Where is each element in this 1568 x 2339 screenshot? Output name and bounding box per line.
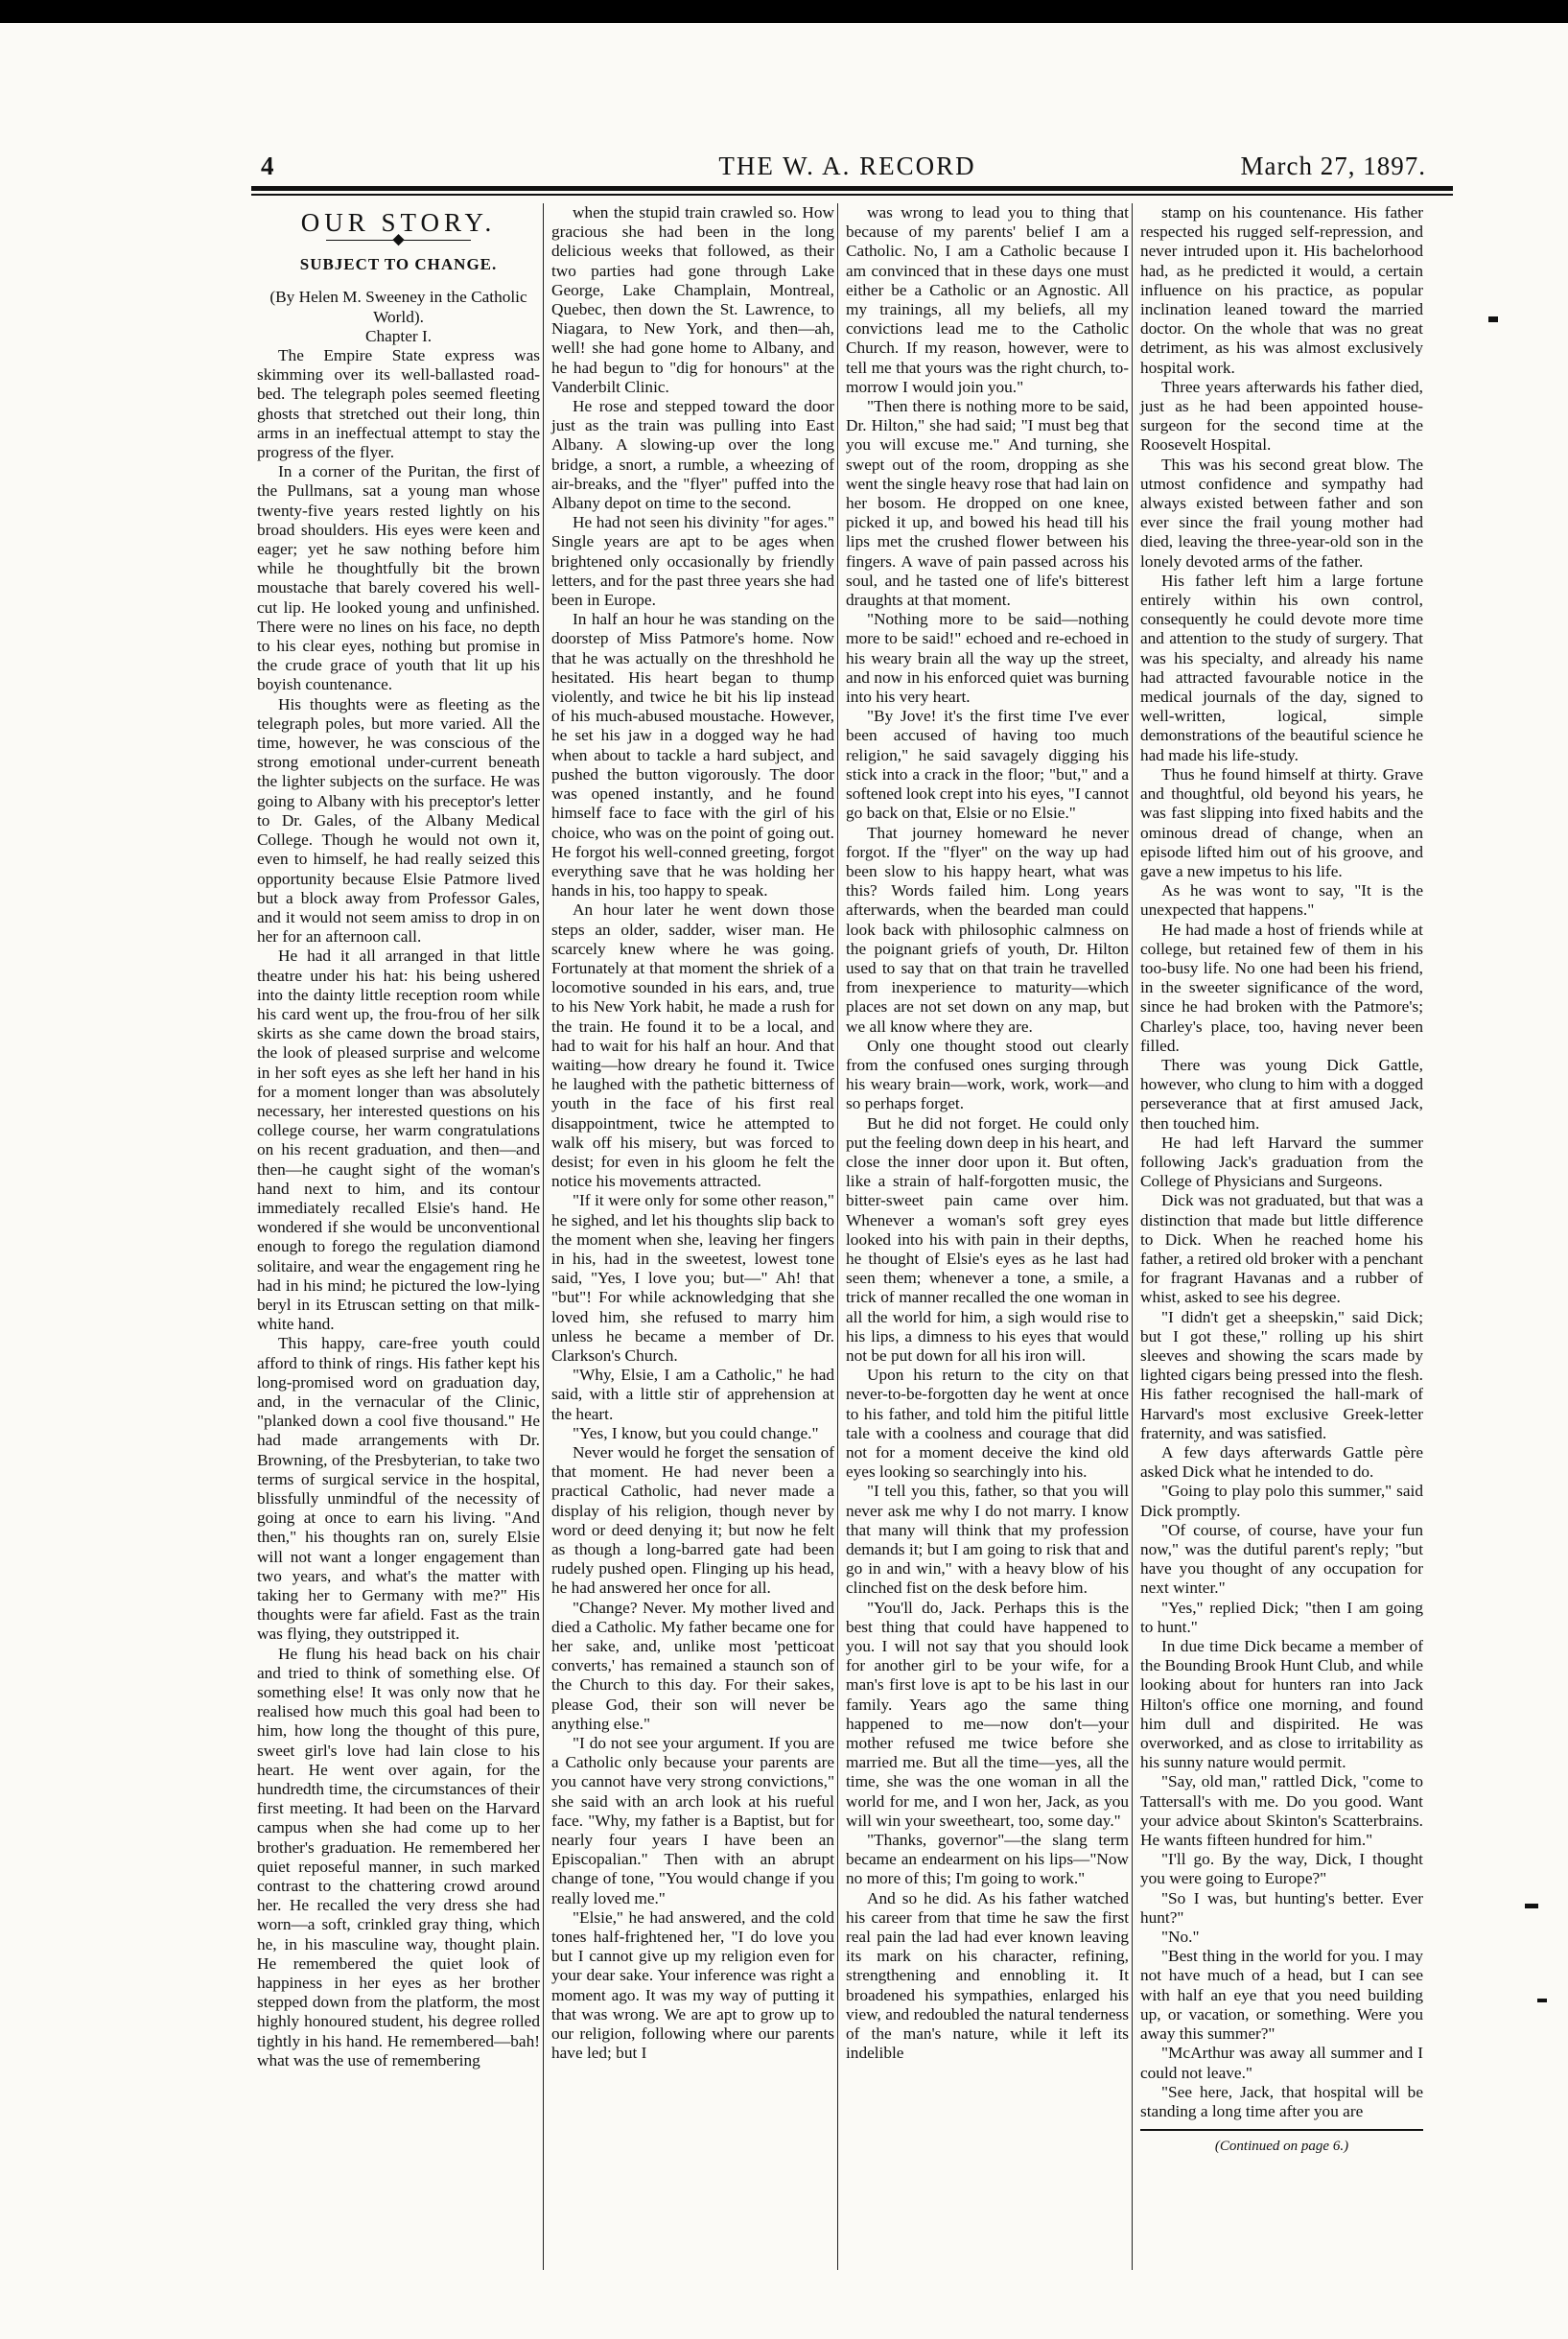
paragraph: Never would he forget the sensation of that moment. He had never been a practical Catholic, had never made a display of his religion, though never by word or deed denying it; but now he felt as though a long-barred gate had been rudely pushed open. Flinging up his head, he had answered her once for all.	[551, 1443, 834, 1598]
end-rule	[1140, 2129, 1423, 2131]
paragraph: "Going to play polo this summer," said Dick promptly.	[1140, 1482, 1423, 1520]
paragraph: "Change? Never. My mother lived and died a Catholic. My father became one for her sake, and, unlike most 'petticoat converts,' has remained a staunch son of the Church to this day. For their sakes, please God, their son will never be anything else."	[551, 1598, 834, 1733]
diamond-ornament: ◆	[392, 232, 405, 248]
page-number: 4	[261, 152, 274, 180]
paragraph: In half an hour he was standing on the doorstep of Miss Patmore's home. Now that he was actually on the threshhold he hesitated. His heart began to thump violently, and twice he bit his lip instead of his much-abused moustache. However, he set his jaw in a dogged way he had when about to tackle a hard subject, and pushed the button vigorously. The door was opened instantly, and he found himself face to face with the girl of his choice, who was on the point of going out. He forgot his well-conned greeting, forgot everything save that he was holding her hands in his, too happy to speak.	[551, 610, 834, 901]
paragraph: "Best thing in the world for you. I may not have much of a head, but I can see with half an eye that you need building up, or vacation, or something. Were you away this summer?"	[1140, 1947, 1423, 2044]
paragraph: He had it all arranged in that little theatre under his hat: his being ushered into the dainty little reception room while his card went up, the frou-frou of her silk skirts as she came down the broad stairs, the look of pleased surprise and welcome in her soft eyes as she left her hand in his for a moment longer than was absolutely necessary, her interested questions on his college course, her warm congratulations on his recent graduation, and then—and then—he caught sight of the woman's hand next to him, and its contour immediately recalled Elsie's hand. He wondered if she would be unconventional enough to forego the regulation diamond solitaire, and wear the engagement ring he had in his mind; he pictured the low-lying beryl in its Etruscan setting on that milk-white hand.	[257, 947, 540, 1334]
paragraph: "By Jove! it's the first time I've ever been accused of having too much religion," he said savagely digging his stick into a crack in the floor; "but," and a softened look crept into his eyes, "I cannot go back on that, Elsie or no Elsie."	[846, 707, 1129, 823]
scan-mark	[1537, 1999, 1547, 2002]
issue-date: March 27, 1897.	[1240, 152, 1426, 180]
paragraph: He had left Harvard the summer following Jack's graduation from the College of Physicians and Surgeons.	[1140, 1133, 1423, 1191]
text-column-3	[846, 203, 1129, 2064]
column-body	[257, 346, 540, 2070]
text-column-1	[257, 203, 540, 2070]
paragraph: "Nothing more to be said—nothing more to be said!" echoed and re-echoed in his weary brain all the way up the street, and now in his enforced quiet was burning into his very heart.	[846, 610, 1129, 707]
ornament-divider	[257, 232, 540, 247]
paragraph: He had made a host of friends while at college, but retained few of them in his too-busy life. No one had been his friend, in the sweeter significance of the word, since he had broken with the Patmore's; Charley's place, too, having never been filled.	[1140, 920, 1423, 1055]
paragraph: "Yes," replied Dick; "then I am going to hunt."	[1140, 1598, 1423, 1636]
paragraph: A few days afterwards Gattle père asked Dick what he intended to do.	[1140, 1443, 1423, 1482]
paragraph: "See here, Jack, that hospital will be standing a long time after you are	[1140, 2082, 1423, 2120]
column-divider	[837, 203, 838, 2270]
paragraph: He had not seen his divinity "for ages." Single years are apt to be ages when brightened only occasionally by friendly letters, and for the past three years she had been in Europe.	[551, 513, 834, 610]
paragraph: Dick was not graduated, but that was a distinction that made but little difference to Dick. When he reached home his father, a retired old broker with a penchant for fragrant Havanas and a rubber of whist, asked to see his degree.	[1140, 1191, 1423, 1307]
paragraph: Three years afterwards his father died, just as he had been appointed house-surgeon for the second time at the Roosevelt Hospital.	[1140, 377, 1423, 455]
paragraph: This happy, care-free youth could afford to think of rings. His father kept his long-promised word on graduation day, and, in the vernacular of the Clinic, "planked down a cool five thousand." He had made arrangements with Dr. Browning, of the Presbyterian, to take two terms of surgical service in the hospital, blissfully unmindful of the necessity of going at once to earn his living. "And then," his thoughts ran on, surely Elsie will not want a longer engagement than two years, and what's the matter with taking her to Germany with me?" His thoughts were far afield. Fast as the train was flying, they outstripped it.	[257, 1334, 540, 1644]
paragraph: An hour later he went down those steps an older, sadder, wiser man. He scarcely knew where he was going. Fortunately at that moment the shriek of a locomotive sounded in his ears, and, true to his New York habit, he made a rush for the train. He found it to be a local, and had to wait for his half an hour. And that waiting—how dreary he found it. Twice he laughed with the pathetic bitterness of youth in the face of his first real disappointment, twice he attempted to walk off his misery, but was forced to desist; for even in his gloom he felt the notice his movements attracted.	[551, 901, 834, 1191]
paragraph: "No."	[1161, 1928, 1200, 1947]
paragraph: "Why, Elsie, I am a Catholic," he had said, with a little stir of apprehension at the heart.	[551, 1366, 834, 1423]
column-body	[846, 203, 1129, 2064]
paragraph: "Of course, of course, have your fun now," was the dutiful parent's reply; "but have you thought of any occupation for next winter."	[1140, 1520, 1423, 1598]
paragraph: His father left him a large fortune entirely within his own control, consequently he could devote more time and attention to the study of surgery. That was his specialty, and already his name had attracted favourable notice in the medical journals of the day, signed to well-written, logical, simple demonstrations of the beautiful science he had made his life-study.	[1140, 571, 1423, 764]
paragraph: "I tell you this, father, so that you will never ask me why I do not marry. I know that many will think that my profession demands it; but I am going to risk that and go in and win," with a heavy blow of his clinched fist on the desk before him.	[846, 1482, 1129, 1598]
column-body	[551, 203, 834, 2064]
paragraph: Only one thought stood out clearly from the confused ones surging through his weary brain—work, work, work—and so perhaps forget.	[846, 1036, 1129, 1113]
paragraph: "Thanks, governor"—the slang term became an endearment on his lips—"Now no more of this; I'm going to work."	[846, 1831, 1129, 1888]
text-column-2	[551, 203, 834, 2064]
paragraph: "You'll do, Jack. Perhaps this is the best thing that could have happened to you. I will not say that you should look for another girl to be your wife, for a man's first love is apt to be his last in our family. Years ago the same thing happened to me—now don't—your mother refused me twice before she married me. But all the time—yes, all the time, she was the one woman in all the world for me, and I won her, Jack, as you will win your sweetheart, too, some day."	[846, 1598, 1129, 1830]
newspaper-title: THE W. A. RECORD	[718, 152, 976, 180]
paragraph: As he was wont to say, "It is the unexpected that happens."	[1140, 881, 1423, 920]
story-headline: SUBJECT TO CHANGE.	[299, 255, 498, 274]
continuation-note: (Continued on page 6.)	[1214, 2139, 1349, 2155]
paragraph: And so he did. As his father watched his career from that time he saw the first real pain the lad had ever known leaving its mark on his character, refining, strengthening and ennobling it. It broadened his sympathies, enlarged his view, and redoubled the natural tenderness of the man's nature, while it left its indelible	[846, 1888, 1129, 2063]
paragraph: stamp on his countenance. His father respected his rugged self-repression, and never intruded upon it. His bachelorhood had, as he predicted it would, a certain influence on his practice, as popular inclination leaned toward the married doctor. On the whole that was no great detriment, as his was almost exclusively hospital work.	[1140, 203, 1423, 377]
paragraph: In due time Dick became a member of the Bounding Brook Hunt Club, and while looking about for hunters ran into Jack Hilton's office one morning, and found him dull and dispirited. He was overworked, and as close to irritability as his sunny nature would permit.	[1140, 1637, 1423, 1772]
paragraph: In a corner of the Puritan, the first of the Pullmans, sat a young man whose twenty-five years rested lightly on his broad shoulders. His eyes were keen and eager; yet he saw nothing before him while he thoughtfully bit the brown moustache that barely covered his well-cut lip. He looked young and unfinished. There were no lines on his face, no depth to his clear eyes, nothing but promise in the crude grace of youth that lit up his boyish countenance.	[257, 462, 540, 694]
paragraph: "McArthur was away all summer and I could not leave."	[1140, 2044, 1423, 2082]
paragraph: was wrong to lead you to thing that because of my parents' belief I am a Catholic. No, I am a Catholic because I am convinced that in these days one must either be a Catholic or an Agnostic. All my trainings, all my beliefs, all my convictions lead me to the Catholic Church. If my reason, however, were to tell me that yours was the right church, to-morrow I would join you."	[846, 203, 1129, 396]
paragraph: Upon his return to the city on that never-to-be-forgotten day he went at once to his father, and told him the pitiful little tale with a coolness and courage that did not for a moment deceive the kind old eyes looking so searchingly into his.	[846, 1366, 1129, 1482]
paragraph: "I didn't get a sheepskin," said Dick; but I got these," rolling up his shirt sleeves and showing the scars made by lighted cigars being pressed into the flesh. His father recognised the hall-mark of Harvard's most exclusive Greek-letter fraternity, and was satisfied.	[1140, 1307, 1423, 1442]
header-rule-thin	[251, 194, 1453, 196]
scan-border-top	[0, 0, 1568, 23]
scan-mark	[1488, 316, 1498, 322]
page-header	[251, 150, 1443, 188]
column-divider	[1132, 203, 1133, 2270]
paragraph: "Then there is nothing more to be said, Dr. Hilton," she had said; "I must beg that you will excuse me." And turning, she swept out of the room, dropping as she went the single heavy rose that had lain on her bosom. He dropped on one knee, picked it up, and bowed his head till his lips met the crushed flower between his fingers. A wave of pain passed across his soul, and he tasted one of life's bitterest draughts at that moment.	[846, 397, 1129, 610]
section-title: OUR STORY.	[300, 208, 497, 237]
paragraph: The Empire State express was skimming over its well-ballasted road-bed. The telegraph poles seemed fleeting ghosts that stretched out their long, thin arms in an ineffectual attempt to stay the progress of the flyer.	[257, 346, 540, 462]
paragraph: He rose and stepped toward the door just as the train was pulling into East Albany. A slowing-up over the long bridge, a snort, a rumble, a wheezing of air-breaks, and the "flyer" puffed into the Albany depot on time to the second.	[551, 397, 834, 513]
paragraph: "Elsie," he had answered, and the cold tones half-frightened her, "I do love you but I cannot give up my religion even for your dear sake. Your inference was right a moment ago. It was my way of putting it that was wrong. We are apt to grow up to our religion, following where our parents have led; but I	[551, 1907, 834, 2063]
chapter-heading: Chapter I.	[364, 326, 433, 345]
paragraph: "Yes, I know, but you could change."	[573, 1423, 819, 1442]
header-rule	[251, 186, 1453, 191]
byline: (By Helen M. Sweeney in the Catholic World).	[269, 288, 527, 326]
paragraph: But he did not forget. He could only put the feeling down deep in his heart, and close the inner door upon it. But often, like a strain of half-forgotten music, the bitter-sweet pain came over him. Whenever a woman's soft grey eyes looked into his with pain in their depths, he thought of Elsie's eyes as he last had seen them; whenever a tone, a smile, a trick of manner recalled the one woman in all the world for him, a sigh would rise to his lips, a dimness to his eyes that would not be put down for all his iron will.	[846, 1113, 1129, 1365]
paragraph: This was his second great blow. The utmost confidence and sympathy had always existed between father and son ever since the frail young mother had died, leaving the three-year-old son in the lonely devoted arms of the father.	[1140, 455, 1423, 571]
paragraph: when the stupid train crawled so. How gracious she had been in the long delicious weeks that followed, as their two parties had gone through Lake George, Lake Champlain, Montreal, Quebec, then down the St. Lawrence, to Niagara, to New York, and then—ah, well! she had gone home to Albany, and he had begun to "dig for honours" at the Vanderbilt Clinic.	[551, 203, 834, 396]
scan-mark	[1525, 1904, 1538, 1908]
column-body	[1140, 203, 1423, 2121]
column-divider	[543, 203, 544, 2270]
paragraph: "I do not see your argument. If you are a Catholic only because your parents are you cannot have very strong convictions," she said with an arch look at his rueful face. "Why, my father is a Baptist, but for nearly four years I have been an Episcopalian." Then with an abrupt change of tone, "You would change if you really loved me."	[551, 1734, 834, 1907]
paragraph: He flung his head back on his chair and tried to think of something else. Of something else! It was only now that he realised how much this goal had been to him, how long the thought of this pure, sweet girl's love had lain close to his heart. He went over again, for the hundredth time, the circumstances of their first meeting. It had been on the Harvard campus when she had come up to her brother's graduation. He remembered her quiet reposeful manner, in such marked contrast to the chattering crowd around her. He recalled the very dress she had worn—a soft, crinkled gray thing, which he, in his masculine way, thought plain. He remembered the quiet look of happiness in her eyes as her brother stepped down from the platform, the most highly honoured student, his degree rolled tightly in his hand. He remembered—bah! what was the use of remembering	[257, 1644, 540, 2070]
paragraph: His thoughts were as fleeting as the telegraph poles, but more varied. All the time, however, he was conscious of the strong emotional under-current beneath the lighter subjects on the surface. He was going to Albany with his preceptor's letter to Dr. Gales, of the Albany Medical College. Though he would not own it, even to himself, he had really seized this opportunity because Elsie Patmore lived but a block away from Professor Gales, and it would not seem amiss to drop in on her for an afternoon call.	[257, 694, 540, 947]
paragraph: There was young Dick Gattle, however, who clung to him with a dogged perseverance that at first amused Jack, then touched him.	[1140, 1055, 1423, 1133]
paragraph: "Say, old man," rattled Dick, "come to Tattersall's with me. Do you good. Want your advice about Skinton's Scatterbrains. He wants fifteen hundred for him."	[1140, 1772, 1423, 1850]
paragraph: "So I was, but hunting's better. Ever hunt?"	[1140, 1888, 1423, 1927]
paragraph: Thus he found himself at thirty. Grave and thoughtful, old beyond his years, he was fast slipping into fixed habits and the ominous dread of change, when an episode lifted him out of his groove, and gave a new impetus to his life.	[1140, 764, 1423, 880]
paragraph: "If it were only for some other reason," he sighed, and let his thoughts slip back to the moment when she, leaving her fingers in his, had in the sweetest, lowest tone said, "Yes, I love you; but—" Ah! that "but"! For while acknowledging that she loved him, she refused to marry him unless he became a member of Dr. Clarkson's Church.	[551, 1191, 834, 1365]
paragraph: "I'll go. By the way, Dick, I thought you were going to Europe?"	[1140, 1850, 1423, 1888]
paragraph: That journey homeward he never forgot. If the "flyer" on the way up had been slow to his happy heart, what was this? Words failed him. Long years afterwards, when the bearded man could look back with philosophic calmness on the poignant griefs of youth, Dr. Hilton used to say that on that train he travelled from inexperience to maturity—which places are not set down on any map, but we all know where they are.	[846, 823, 1129, 1036]
text-column-4	[1140, 203, 1423, 2156]
